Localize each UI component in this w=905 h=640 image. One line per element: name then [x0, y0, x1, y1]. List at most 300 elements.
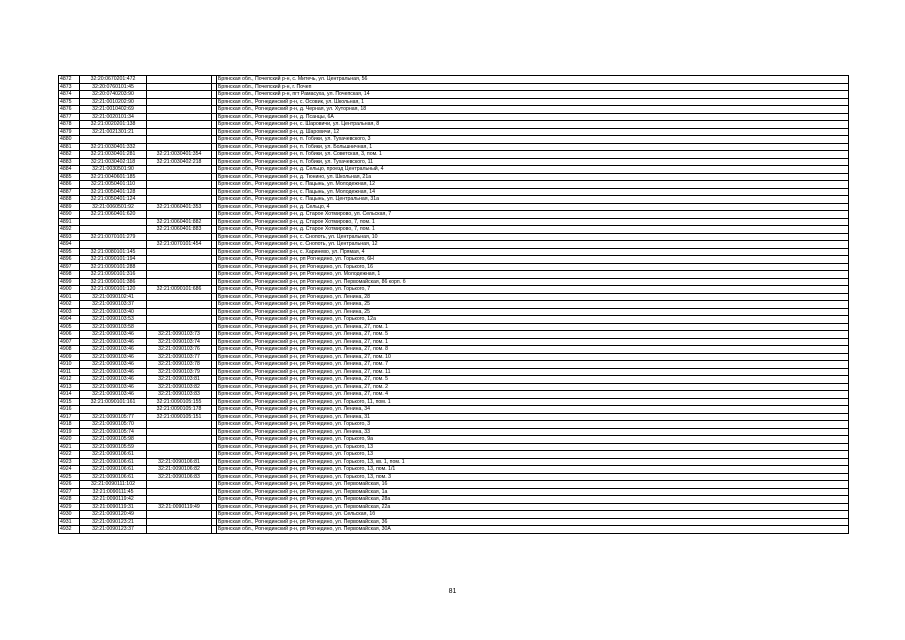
row-number-cell: 4924 — [59, 466, 80, 474]
premises-cadastral-number-cell — [147, 436, 212, 444]
premises-cadastral-number-cell: 32:21:0030402:218 — [147, 158, 212, 166]
row-number-cell: 4928 — [59, 496, 80, 504]
address-cell: Брянская обл., Рогнединский р-н, рп Рогнедино, ул. Первомайская, 16 — [217, 481, 849, 489]
table-row — [59, 436, 849, 444]
premises-cadastral-number-cell — [147, 196, 212, 204]
row-number-cell: 4876 — [59, 106, 80, 114]
premises-cadastral-number-cell — [147, 518, 212, 526]
address-cell: Брянская обл., Рогнединский р-н, рп Рогнедино, ул. Первомайская, 30А — [217, 526, 849, 534]
row-number-cell: 4907 — [59, 338, 80, 346]
address-cell: Брянская обл., Рогнединский р-н, рп Рогнедино, ул. Ленина, 27, пом. 2 — [217, 383, 849, 391]
row-number-cell: 4921 — [59, 443, 80, 451]
row-number-cell: 4895 — [59, 248, 80, 256]
cadastral-number-cell: 32:21:0090120:49 — [80, 511, 147, 519]
row-number-cell: 4926 — [59, 481, 80, 489]
table-row — [59, 466, 849, 474]
premises-cadastral-number-cell: 32:21:0090103:83 — [147, 391, 212, 399]
row-number-cell: 4885 — [59, 173, 80, 181]
row-number-cell: 4873 — [59, 83, 80, 91]
premises-cadastral-number-cell — [147, 248, 212, 256]
row-number-cell: 4889 — [59, 203, 80, 211]
address-cell: Брянская обл., Рогнединский р-н, п. Гобики, ул. Тухачевского, 3 — [217, 136, 849, 144]
premises-cadastral-number-cell: 32:21:0090103:77 — [147, 353, 212, 361]
row-number-cell: 4888 — [59, 196, 80, 204]
table-row — [59, 511, 849, 519]
cadastral-number-cell: 32:20:0670201:472 — [80, 76, 147, 84]
address-cell: Брянская обл., Рогнединский р-н, рп Рогнедино, ул. Ленина, 27, пом. 8 — [217, 346, 849, 354]
cadastral-number-cell: 32:21:0090103:40 — [80, 308, 147, 316]
address-cell: Брянская обл., Рогнединский р-н, рп Рогнедино, ул. Горького, 12а — [217, 316, 849, 324]
cadastral-number-cell: 32:21:0090103:46 — [80, 376, 147, 384]
row-number-cell: 4920 — [59, 436, 80, 444]
premises-cadastral-number-cell — [147, 323, 212, 331]
table-row — [59, 473, 849, 481]
address-cell: Брянская обл., Рогнединский р-н, д. Старое Хотмирово, ул. Сельская, 7 — [217, 211, 849, 219]
row-number-cell: 4884 — [59, 166, 80, 174]
table-row — [59, 346, 849, 354]
cadastral-number-cell: 32:21:0030501:90 — [80, 166, 147, 174]
row-number-cell: 4896 — [59, 256, 80, 264]
premises-cadastral-number-cell — [147, 421, 212, 429]
table-row — [59, 331, 849, 339]
address-cell: Брянская обл., Рогнединский р-н, рп Рогнедино, ул. Ленина, 27, пом. 1 — [217, 338, 849, 346]
table-row — [59, 488, 849, 496]
cadastral-number-cell: 32:21:0090111:45 — [80, 488, 147, 496]
cadastral-number-cell: 32:21:0020101:34 — [80, 113, 147, 121]
address-cell: Брянская обл., Рогнединский р-н, д. Шаровичи, 12 — [217, 128, 849, 136]
premises-cadastral-number-cell: 32:21:0090103:74 — [147, 338, 212, 346]
premises-cadastral-number-cell — [147, 91, 212, 99]
address-cell: Брянская обл., Рогнединский р-н, рп Рогнедино, ул. Ленина, 31 — [217, 413, 849, 421]
premises-cadastral-number-cell: 32:21:0090106:81 — [147, 458, 212, 466]
cadastral-number-cell: 32:21:0090103:46 — [80, 361, 147, 369]
table-row — [59, 428, 849, 436]
row-number-cell: 4906 — [59, 331, 80, 339]
address-cell: Брянская обл., Рогнединский р-н, п. Гобики, ул. Большничная, 1 — [217, 143, 849, 151]
premises-cadastral-number-cell: 32:21:0090119:49 — [147, 503, 212, 511]
row-number-cell: 4912 — [59, 376, 80, 384]
premises-cadastral-number-cell: 32:21:0090106:82 — [147, 466, 212, 474]
premises-cadastral-number-cell: 32:21:0090103:73 — [147, 331, 212, 339]
table-row — [59, 526, 849, 534]
row-number-cell: 4919 — [59, 428, 80, 436]
cadastral-number-cell: 32:21:0090103:46 — [80, 331, 147, 339]
table-row — [59, 143, 849, 151]
table-row — [59, 248, 849, 256]
table-row — [59, 233, 849, 241]
premises-cadastral-number-cell — [147, 173, 212, 181]
cadastral-number-cell: 32:21:0090123:37 — [80, 526, 147, 534]
row-number-cell: 4900 — [59, 286, 80, 294]
cadastral-number-cell: 32:21:0090103:46 — [80, 338, 147, 346]
address-cell: Брянская обл., Рогнединский р-н, рп Рогнедино, ул. Первомайская, 36 — [217, 518, 849, 526]
address-cell: Брянская обл., Рогнединский р-н, рп Рогнедино, ул. Сельская, 1б — [217, 511, 849, 519]
row-number-cell: 4925 — [59, 473, 80, 481]
row-number-cell: 4890 — [59, 211, 80, 219]
premises-cadastral-number-cell: 32:21:0060401:353 — [147, 203, 212, 211]
table-row — [59, 458, 849, 466]
row-number-cell: 4882 — [59, 151, 80, 159]
row-number-cell: 4909 — [59, 353, 80, 361]
address-cell: Брянская обл., Рогнединский р-н, д. Тюнино, ул. Школьная, 21а — [217, 173, 849, 181]
premises-cadastral-number-cell — [147, 271, 212, 279]
table-row — [59, 286, 849, 294]
table-row — [59, 481, 849, 489]
address-cell: Брянская обл., Рогнединский р-н, рп Рогнедино, ул. Первомайская, 28а — [217, 496, 849, 504]
premises-cadastral-number-cell: 32:21:0070101:454 — [147, 241, 212, 249]
table-row — [59, 398, 849, 406]
address-cell: Брянская обл., Почепский р-н, с. Митечь, ул. Центральная, 56 — [217, 76, 849, 84]
cadastral-number-cell: 32:21:0090106:61 — [80, 466, 147, 474]
address-cell: Брянская обл., Рогнединский р-н, рп Рогнедино, ул. Горького, 13 — [217, 451, 849, 459]
row-number-cell: 4932 — [59, 526, 80, 534]
row-number-cell: 4874 — [59, 91, 80, 99]
row-number-cell: 4910 — [59, 361, 80, 369]
address-cell: Брянская обл., Рогнединский р-н, с. Харинево, ул. Прямая, 4 — [217, 248, 849, 256]
premises-cadastral-number-cell — [147, 113, 212, 121]
table-row — [59, 368, 849, 376]
premises-cadastral-number-cell — [147, 308, 212, 316]
row-number-cell: 4901 — [59, 293, 80, 301]
table-row — [59, 113, 849, 121]
row-number-cell: 4883 — [59, 158, 80, 166]
address-cell: Брянская обл., Рогнединский р-н, рп Рогнедино, ул. Ленина, 25 — [217, 308, 849, 316]
premises-cadastral-number-cell — [147, 136, 212, 144]
table-row — [59, 278, 849, 286]
cadastral-number-cell — [80, 241, 147, 249]
cadastral-number-cell: 32:21:0060401:620 — [80, 211, 147, 219]
table-row — [59, 301, 849, 309]
cadastral-number-cell: 32:21:0050401:128 — [80, 188, 147, 196]
premises-cadastral-number-cell — [147, 143, 212, 151]
premises-cadastral-number-cell — [147, 188, 212, 196]
row-number-cell: 4887 — [59, 188, 80, 196]
row-number-cell: 4927 — [59, 488, 80, 496]
row-number-cell: 4878 — [59, 121, 80, 129]
cadastral-number-cell: 32:21:0090103:58 — [80, 323, 147, 331]
row-number-cell: 4922 — [59, 451, 80, 459]
table-row — [59, 256, 849, 264]
address-cell: Брянская обл., Рогнединский р-н, рп Рогнедино, ул. Ленина, 28 — [217, 293, 849, 301]
cadastral-number-cell: 32:21:0090105:59 — [80, 443, 147, 451]
row-number-cell: 4880 — [59, 136, 80, 144]
address-cell: Брянская обл., Рогнединский р-н, рп Рогнедино, ул. Первомайская, 1а — [217, 488, 849, 496]
address-cell: Брянская обл., Рогнединский р-н, д. Сельцо, проезд Центральный, 4 — [217, 166, 849, 174]
table-row — [59, 496, 849, 504]
cadastral-number-cell: 32:21:0090119:42 — [80, 496, 147, 504]
premises-cadastral-number-cell: 32:21:0090103:81 — [147, 376, 212, 384]
address-cell: Брянская обл., Рогнединский р-н, рп Рогнедино, ул. Ленина, 27, пом. 5 — [217, 331, 849, 339]
address-cell: Брянская обл., Рогнединский р-н, рп Рогнедино, ул. Ленина, 27, пом. 1 — [217, 323, 849, 331]
row-number-cell: 4886 — [59, 181, 80, 189]
address-cell: Брянская обл., Рогнединский р-н, с. Шаровичи, ул. Центральная, 8 — [217, 121, 849, 129]
cadastral-number-cell: 32:21:0070101:279 — [80, 233, 147, 241]
cadastral-number-cell — [80, 218, 147, 226]
row-number-cell: 4929 — [59, 503, 80, 511]
address-cell: Брянская обл., Почепский р-н, г. Почеп — [217, 83, 849, 91]
address-cell: Брянская обл., Рогнединский р-н, рп Рогнедино, ул. Молодежная, 1 — [217, 271, 849, 279]
address-cell: Брянская обл., Рогнединский р-н, с. Пацынь, ул. Центральная, 31а — [217, 196, 849, 204]
cadastral-number-cell: 32:21:0030401:332 — [80, 143, 147, 151]
row-number-cell: 4892 — [59, 226, 80, 234]
address-cell: Брянская обл., Рогнединский р-н, с. Осовик, ул. Школьная, 1 — [217, 98, 849, 106]
table-row — [59, 211, 849, 219]
row-number-cell: 4872 — [59, 76, 80, 84]
table-row — [59, 106, 849, 114]
cadastral-number-cell: 32:21:0080101:145 — [80, 248, 147, 256]
row-number-cell: 4930 — [59, 511, 80, 519]
cadastral-number-cell: 32:21:0090103:46 — [80, 368, 147, 376]
table-row — [59, 391, 849, 399]
row-number-cell: 4898 — [59, 271, 80, 279]
table-row — [59, 353, 849, 361]
row-number-cell: 4916 — [59, 406, 80, 414]
table-row — [59, 76, 849, 84]
table-row — [59, 376, 849, 384]
address-cell: Брянская обл., Рогнединский р-н, рп Рогнедино, ул. Ленина, 27, пом. 11 — [217, 368, 849, 376]
premises-cadastral-number-cell — [147, 121, 212, 129]
address-cell: Брянская обл., Рогнединский р-н, рп Рогнедино, ул. Горького, 13, пом. 3 — [217, 473, 849, 481]
premises-cadastral-number-cell: 32:21:0090103:76 — [147, 346, 212, 354]
row-number-cell: 4918 — [59, 421, 80, 429]
address-cell: Брянская обл., Рогнединский р-н, рп Рогнедино, ул. Горького, 3 — [217, 421, 849, 429]
table-row — [59, 98, 849, 106]
cadastral-number-cell: 32:21:0050401:124 — [80, 196, 147, 204]
cadastral-number-cell: 32:21:0090123:21 — [80, 518, 147, 526]
table-row — [59, 308, 849, 316]
cadastral-number-cell: 32:20:0740203:90 — [80, 91, 147, 99]
registry-table-body — [59, 76, 849, 534]
cadastral-number-cell: 32:21:0090101:161 — [80, 398, 147, 406]
cadastral-number-cell: 32:21:0010202:90 — [80, 98, 147, 106]
address-cell: Брянская обл., Рогнединский р-н, рп Рогнедино, ул. Первомайская, 86 корп. б — [217, 278, 849, 286]
table-row — [59, 128, 849, 136]
address-cell: Брянская обл., Рогнединский р-н, рп Рогнедино, ул. Первомайская, 22а — [217, 503, 849, 511]
address-cell: Брянская обл., Рогнединский р-н, с. Пацынь, ул. Молодежная, 12 — [217, 181, 849, 189]
premises-cadastral-number-cell — [147, 263, 212, 271]
premises-cadastral-number-cell: 32:21:0090106:83 — [147, 473, 212, 481]
premises-cadastral-number-cell — [147, 443, 212, 451]
cadastral-number-cell — [80, 226, 147, 234]
premises-cadastral-number-cell — [147, 293, 212, 301]
table-row — [59, 196, 849, 204]
cadastral-number-cell: 32:21:0030401:281 — [80, 151, 147, 159]
premises-cadastral-number-cell — [147, 278, 212, 286]
row-number-cell: 4897 — [59, 263, 80, 271]
cadastral-number-cell: 32:21:0090101:120 — [80, 286, 147, 294]
premises-cadastral-number-cell: 32:21:0030401:354 — [147, 151, 212, 159]
table-row — [59, 203, 849, 211]
property-registry-table — [58, 75, 849, 534]
row-number-cell: 4879 — [59, 128, 80, 136]
table-row — [59, 83, 849, 91]
premises-cadastral-number-cell — [147, 233, 212, 241]
premises-cadastral-number-cell: 32:21:0060401:883 — [147, 226, 212, 234]
premises-cadastral-number-cell — [147, 83, 212, 91]
table-row — [59, 181, 849, 189]
cadastral-number-cell: 32:21:0090106:61 — [80, 458, 147, 466]
cadastral-number-cell: 32:21:0090101:194 — [80, 256, 147, 264]
table-row — [59, 323, 849, 331]
cadastral-number-cell: 32:20:0760101:45 — [80, 83, 147, 91]
row-number-cell: 4902 — [59, 301, 80, 309]
address-cell: Брянская обл., Рогнединский р-н, д. Старое Хотмирово, 7, пом. 1 — [217, 226, 849, 234]
premises-cadastral-number-cell — [147, 98, 212, 106]
premises-cadastral-number-cell — [147, 106, 212, 114]
premises-cadastral-number-cell: 32:21:0090105:178 — [147, 406, 212, 414]
address-cell: Брянская обл., Рогнединский р-н, рп Рогнедино, ул. Горького, 7 — [217, 286, 849, 294]
table-row — [59, 451, 849, 459]
table-row — [59, 263, 849, 271]
cadastral-number-cell: 32:21:0090105:98 — [80, 436, 147, 444]
row-number-cell: 4881 — [59, 143, 80, 151]
row-number-cell: 4931 — [59, 518, 80, 526]
row-number-cell: 4917 — [59, 413, 80, 421]
table-row — [59, 361, 849, 369]
table-row — [59, 136, 849, 144]
cadastral-number-cell: 32:21:0090101:288 — [80, 263, 147, 271]
table-row — [59, 443, 849, 451]
cadastral-number-cell: 32:21:0090103:46 — [80, 353, 147, 361]
address-cell: Брянская обл., Рогнединский р-н, д. Псанцы, 6А — [217, 113, 849, 121]
table-row — [59, 383, 849, 391]
cadastral-number-cell: 32:21:0090105:77 — [80, 413, 147, 421]
premises-cadastral-number-cell — [147, 316, 212, 324]
premises-cadastral-number-cell — [147, 428, 212, 436]
table-row — [59, 421, 849, 429]
address-cell: Брянская обл., Рогнединский р-н, рп Рогнедино, ул. Ленина, 27, пом. 4 — [217, 391, 849, 399]
premises-cadastral-number-cell: 32:21:0090105:151 — [147, 413, 212, 421]
cadastral-number-cell: 32:21:0090106:61 — [80, 473, 147, 481]
address-cell: Брянская обл., Рогнединский р-н, рп Рогнедино, ул. Горького, 6Н — [217, 256, 849, 264]
cadastral-number-cell: 32:21:0090105:70 — [80, 421, 147, 429]
table-row — [59, 218, 849, 226]
row-number-cell: 4893 — [59, 233, 80, 241]
cadastral-number-cell: 32:21:0090103:46 — [80, 383, 147, 391]
address-cell: Брянская обл., Рогнединский р-н, рп Рогнедино, ул. Ленина, 33 — [217, 428, 849, 436]
cadastral-number-cell: 32:21:0090103:46 — [80, 391, 147, 399]
table-row — [59, 166, 849, 174]
premises-cadastral-number-cell — [147, 181, 212, 189]
address-cell: Брянская обл., Рогнединский р-н, рп Рогнедино, ул. Ленина, 34 — [217, 406, 849, 414]
address-cell: Брянская обл., Рогнединский р-н, д. Старое Хотмирово, 7, пом. 1 — [217, 218, 849, 226]
table-row — [59, 151, 849, 159]
premises-cadastral-number-cell — [147, 526, 212, 534]
address-cell: Брянская обл., Рогнединский р-н, рп Рогнедино, ул. Ленина, 25 — [217, 301, 849, 309]
table-row — [59, 241, 849, 249]
address-cell: Брянская обл., Рогнединский р-н, рп Рогнедино, ул. Ленина, 27, пом. 7 — [217, 361, 849, 369]
address-cell: Брянская обл., Рогнединский р-н, с. Пацынь, ул. Молодежная, 14 — [217, 188, 849, 196]
premises-cadastral-number-cell: 32:21:0090103:82 — [147, 383, 212, 391]
premises-cadastral-number-cell: 32:21:0060401:882 — [147, 218, 212, 226]
row-number-cell: 4913 — [59, 383, 80, 391]
address-cell: Брянская обл., Рогнединский р-н, с. Снопоть, ул. Центральная, 12 — [217, 241, 849, 249]
premises-cadastral-number-cell — [147, 211, 212, 219]
cadastral-number-cell: 32:21:0090101:316 — [80, 271, 147, 279]
table-row — [59, 406, 849, 414]
address-cell: Брянская обл., Рогнединский р-н, рп Рогнедино, ул. Горького, 9а — [217, 436, 849, 444]
row-number-cell: 4908 — [59, 346, 80, 354]
row-number-cell: 4915 — [59, 398, 80, 406]
cadastral-number-cell: 32:21:0090111:102 — [80, 481, 147, 489]
table-row — [59, 413, 849, 421]
cadastral-number-cell: 32:21:0090103:53 — [80, 316, 147, 324]
address-cell: Брянская обл., Рогнединский р-н, д. Сельцо, 4 — [217, 203, 849, 211]
address-cell: Брянская обл., Рогнединский р-н, рп Рогнедино, ул. Ленина, 27, пом. 5 — [217, 376, 849, 384]
cadastral-number-cell — [80, 136, 147, 144]
cadastral-number-cell: 32:21:0030402:118 — [80, 158, 147, 166]
table-row — [59, 226, 849, 234]
address-cell: Брянская обл., Рогнединский р-н, п. Гобики, ул. Советская, 3, пом. 1 — [217, 151, 849, 159]
row-number-cell: 4875 — [59, 98, 80, 106]
table-row — [59, 91, 849, 99]
address-cell: Брянская обл., Рогнединский р-н, с. Снопоть, ул. Центральная, 10 — [217, 233, 849, 241]
cadastral-number-cell: 32:21:0020201:138 — [80, 121, 147, 129]
cadastral-number-cell: 32:21:0090106:61 — [80, 451, 147, 459]
cadastral-number-cell: 32:21:0050401:110 — [80, 181, 147, 189]
row-number-cell: 4905 — [59, 323, 80, 331]
row-number-cell: 4899 — [59, 278, 80, 286]
row-number-cell: 4911 — [59, 368, 80, 376]
cadastral-number-cell: 32:21:0060501:92 — [80, 203, 147, 211]
address-cell: Брянская обл., Рогнединский р-н, рп Рогнедино, ул. Горького, 13, пом. 1/1 — [217, 466, 849, 474]
premises-cadastral-number-cell — [147, 451, 212, 459]
cadastral-number-cell: 32:21:0090105:74 — [80, 428, 147, 436]
table-row — [59, 188, 849, 196]
premises-cadastral-number-cell — [147, 76, 212, 84]
cadastral-number-cell: 32:21:0010402:69 — [80, 106, 147, 114]
table-row — [59, 316, 849, 324]
table-row — [59, 121, 849, 129]
cadastral-number-cell: 32:21:0090103:46 — [80, 346, 147, 354]
row-number-cell: 4877 — [59, 113, 80, 121]
address-cell: Брянская обл., Рогнединский р-н, рп Рогнедино, ул. Горького, 16 — [217, 263, 849, 271]
address-cell: Брянская обл., Рогнединский р-н, рп Рогнедино, ул. Горького, 13, кв. 1, пом. 1 — [217, 458, 849, 466]
cadastral-number-cell: 32:21:0021301:21 — [80, 128, 147, 136]
premises-cadastral-number-cell: 32:21:0090105:155 — [147, 398, 212, 406]
premises-cadastral-number-cell — [147, 511, 212, 519]
premises-cadastral-number-cell — [147, 481, 212, 489]
address-cell: Брянская обл., Рогнединский р-н, рп Рогнедино, ул. Горького, 11, пом. 1 — [217, 398, 849, 406]
row-number-cell: 4903 — [59, 308, 80, 316]
row-number-cell: 4891 — [59, 218, 80, 226]
premises-cadastral-number-cell — [147, 256, 212, 264]
row-number-cell: 4904 — [59, 316, 80, 324]
table-row — [59, 338, 849, 346]
address-cell: Брянская обл., Рогнединский р-н, рп Рогнедино, ул. Горького, 13 — [217, 443, 849, 451]
address-cell: Брянская обл., Рогнединский р-н, рп Рогнедино, ул. Ленина, 27, пом. 10 — [217, 353, 849, 361]
premises-cadastral-number-cell — [147, 301, 212, 309]
premises-cadastral-number-cell: 32:21:0090103:79 — [147, 368, 212, 376]
table-row — [59, 293, 849, 301]
cadastral-number-cell: 32:21:0090119:31 — [80, 503, 147, 511]
cadastral-number-cell: 32:21:0040601:185 — [80, 173, 147, 181]
premises-cadastral-number-cell: 32:21:0090103:78 — [147, 361, 212, 369]
row-number-cell: 4894 — [59, 241, 80, 249]
premises-cadastral-number-cell: 32:21:0090101:686 — [147, 286, 212, 294]
row-number-cell: 4914 — [59, 391, 80, 399]
address-cell: Брянская обл., Почепский р-н, пгт Рамасуха, ул. Почепская, 14 — [217, 91, 849, 99]
cadastral-number-cell: 32:21:0090102:41 — [80, 293, 147, 301]
premises-cadastral-number-cell — [147, 496, 212, 504]
premises-cadastral-number-cell — [147, 128, 212, 136]
table-row — [59, 518, 849, 526]
table-row — [59, 271, 849, 279]
table-row — [59, 503, 849, 511]
premises-cadastral-number-cell — [147, 488, 212, 496]
table-row — [59, 173, 849, 181]
table-row — [59, 158, 849, 166]
